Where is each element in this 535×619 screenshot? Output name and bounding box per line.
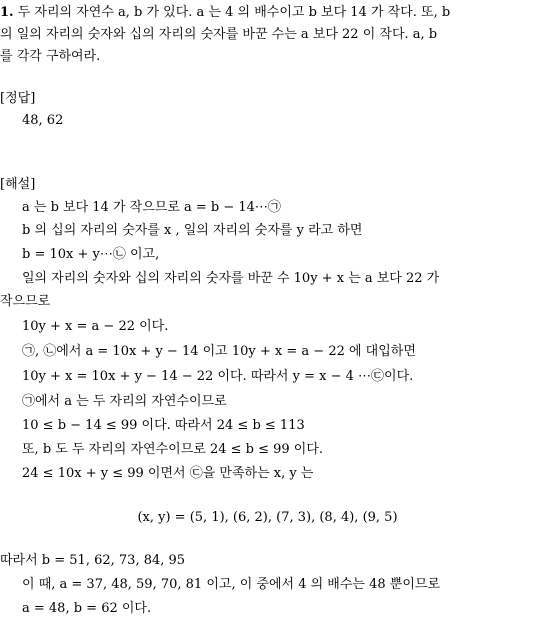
solution-line: 이 때, a = 37, 48, 59, 70, 81 이고, 이 중에서 4 의 배수는 48 뿐이므로 <box>22 577 441 592</box>
solution-line: 또, b 도 두 자리의 자연수이므로 24 ≤ b ≤ 99 이다. <box>22 442 324 457</box>
solution-heading: [해설] <box>0 177 36 192</box>
problem-line-1 <box>0 4 450 22</box>
solution-line: 작으므로 <box>0 294 51 309</box>
problem-line-3: 를 각각 구하여라. <box>0 49 101 64</box>
problem-text: 두 자리의 자연수 a, b 가 있다. a 는 4 의 배수이고 b 보다 14 가 작다. 또, b <box>17 5 451 20</box>
solution-line: ㉠에서 a 는 두 자리의 자연수이므로 <box>22 394 227 409</box>
solution-line: 10y + x = a − 22 이다. <box>22 319 169 334</box>
problem-line-2: 의 일의 자리의 숫자와 십의 자리의 숫자를 바꾼 수는 a 보다 22 이 작다. a, b <box>0 27 438 42</box>
solution-line: a 는 b 보다 14 가 작으므로 a = b − 14⋯㉠ <box>22 200 281 215</box>
solution-line: 10 ≤ b − 14 ≤ 99 이다. 따라서 24 ≤ b ≤ 113 <box>22 418 305 433</box>
solution-line: b = 10x + y⋯㉡ 이고, <box>22 247 160 262</box>
solution-equation: (x, y) = (5, 1), (6, 2), (7, 3), (8, 4), (9, 5) <box>137 510 398 525</box>
solution-line: ㉠, ㉡에서 a = 10x + y − 14 이고 10y + x = a − 22 에 대입하면 <box>22 344 416 359</box>
solution-line: a = 48, b = 62 이다. <box>22 601 152 616</box>
solution-line: 24 ≤ 10x + y ≤ 99 이면서 ㉢을 만족하는 x, y 는 <box>22 466 314 481</box>
solution-line: 10y + x = 10x + y − 14 − 22 이다. 따라서 y = x − 4 ⋯㉢이다. <box>22 369 414 384</box>
answer-value: 48, 62 <box>22 113 64 128</box>
solution-line: 따라서 b = 51, 62, 73, 84, 95 <box>0 553 186 568</box>
answer-heading: [정답] <box>0 91 36 106</box>
solution-line: 일의 자리의 숫자와 십의 자리의 숫자를 바꾼 수 10y + x 는 a 보다 22 가 <box>22 271 440 286</box>
problem-number: 1. <box>0 5 14 20</box>
solution-line: b 의 십의 자리의 숫자를 x , 일의 자리의 숫자를 y 라고 하면 <box>22 223 363 238</box>
